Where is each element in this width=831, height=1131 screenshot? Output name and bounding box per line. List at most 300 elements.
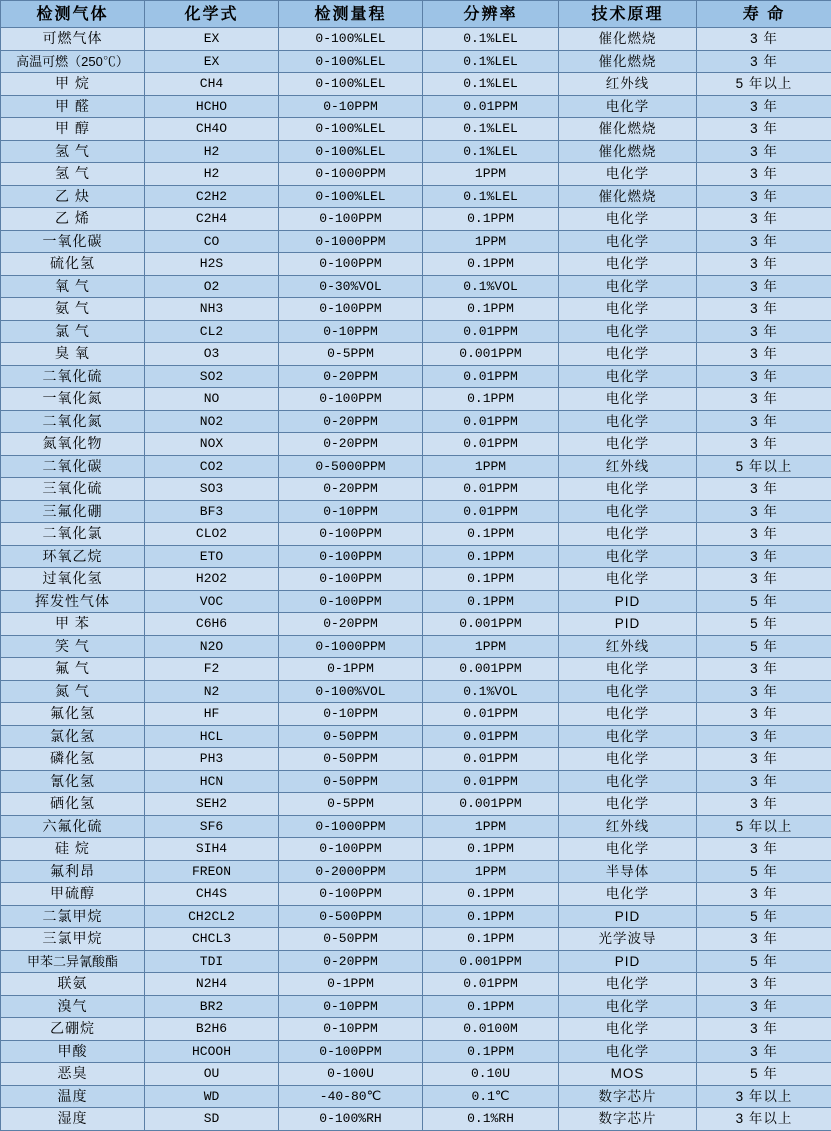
cell-range: 0-100PPM [279,298,423,321]
cell-resolution: 0.1%LEL [423,73,559,96]
cell-lifetime: 5 年以上 [697,73,831,96]
table-row [1,815,831,838]
cell-gas-name: 氧 气 [1,275,145,298]
cell-formula: VOC [145,590,279,613]
cell-lifetime: 3 年 [697,770,831,793]
cell-gas-name: 甲 醛 [1,95,145,118]
cell-range: 0-10PPM [279,995,423,1018]
table-row [1,973,831,996]
cell-range: 0-5000PPM [279,455,423,478]
cell-gas-name: 环氧乙烷 [1,545,145,568]
cell-principle: 红外线 [559,73,697,96]
cell-lifetime: 3 年 [697,1018,831,1041]
cell-principle: 光学波导 [559,928,697,951]
cell-range: 0-100%VOL [279,680,423,703]
cell-resolution: 0.1%LEL [423,118,559,141]
cell-formula: CHCL3 [145,928,279,951]
cell-formula: BF3 [145,500,279,523]
cell-gas-name: 臭 氧 [1,343,145,366]
table-row [1,1018,831,1041]
cell-principle: 半导体 [559,860,697,883]
cell-principle: 催化燃烧 [559,50,697,73]
cell-formula: SO3 [145,478,279,501]
cell-gas-name: 氨 气 [1,298,145,321]
cell-gas-name: 一氧化碳 [1,230,145,253]
cell-gas-name: 一氧化氮 [1,388,145,411]
cell-formula: SEH2 [145,793,279,816]
cell-gas-name: 三氧化硫 [1,478,145,501]
column-header-gas: 检测气体 [1,1,145,28]
cell-lifetime: 3 年 [697,500,831,523]
cell-lifetime: 3 年 [697,50,831,73]
cell-gas-name: 过氧化氢 [1,568,145,591]
cell-formula: BR2 [145,995,279,1018]
column-header-resolution: 分辨率 [423,1,559,28]
table-row [1,838,831,861]
table-row [1,208,831,231]
cell-gas-name: 高温可燃（250℃） [1,50,145,73]
cell-gas-name: 挥发性气体 [1,590,145,613]
cell-resolution: 1PPM [423,860,559,883]
cell-resolution: 0.1%RH [423,1108,559,1131]
cell-resolution: 0.01PPM [423,703,559,726]
cell-formula: N2O [145,635,279,658]
cell-range: 0-100PPM [279,253,423,276]
cell-gas-name: 乙 炔 [1,185,145,208]
cell-principle: 电化学 [559,320,697,343]
table-row [1,568,831,591]
cell-principle: 电化学 [559,1018,697,1041]
cell-range: 0-50PPM [279,748,423,771]
cell-range: 0-1000PPM [279,815,423,838]
cell-gas-name: 乙硼烷 [1,1018,145,1041]
table-row [1,163,831,186]
cell-formula: OU [145,1063,279,1086]
cell-lifetime: 5 年 [697,590,831,613]
cell-principle: 电化学 [559,680,697,703]
cell-resolution: 0.1PPM [423,545,559,568]
cell-resolution: 0.10U [423,1063,559,1086]
cell-formula: CH4O [145,118,279,141]
cell-resolution: 0.01PPM [423,320,559,343]
cell-resolution: 1PPM [423,230,559,253]
table-row [1,230,831,253]
cell-formula: C2H4 [145,208,279,231]
cell-resolution: 0.1PPM [423,253,559,276]
cell-lifetime: 3 年 [697,343,831,366]
cell-lifetime: 5 年 [697,613,831,636]
table-row [1,1108,831,1131]
cell-lifetime: 3 年 [697,838,831,861]
cell-lifetime: 3 年 [697,1040,831,1063]
cell-range: 0-100%LEL [279,185,423,208]
cell-principle: 电化学 [559,433,697,456]
cell-resolution: 0.01PPM [423,725,559,748]
cell-range: 0-20PPM [279,478,423,501]
cell-gas-name: 二氧化碳 [1,455,145,478]
table-row [1,635,831,658]
cell-gas-name: 甲 苯 [1,613,145,636]
cell-resolution: 0.001PPM [423,343,559,366]
cell-formula: NOX [145,433,279,456]
cell-resolution: 0.01PPM [423,433,559,456]
cell-resolution: 0.001PPM [423,613,559,636]
cell-lifetime: 3 年 [697,680,831,703]
cell-gas-name: 氯化氢 [1,725,145,748]
cell-formula: HCN [145,770,279,793]
table-row [1,500,831,523]
cell-gas-name: 氟 气 [1,658,145,681]
table-row [1,1085,831,1108]
column-header-principle: 技术原理 [559,1,697,28]
cell-resolution: 0.001PPM [423,793,559,816]
cell-range: 0-30%VOL [279,275,423,298]
cell-principle: 电化学 [559,298,697,321]
cell-gas-name: 联氨 [1,973,145,996]
table-row [1,995,831,1018]
cell-resolution: 0.01PPM [423,478,559,501]
table-row [1,478,831,501]
cell-gas-name: 氢 气 [1,163,145,186]
column-header-range: 检测量程 [279,1,423,28]
cell-lifetime: 3 年 [697,410,831,433]
cell-range: 0-10PPM [279,1018,423,1041]
table-row [1,343,831,366]
cell-principle: 催化燃烧 [559,28,697,51]
cell-resolution: 0.1PPM [423,928,559,951]
cell-range: 0-50PPM [279,770,423,793]
cell-gas-name: 氰化氢 [1,770,145,793]
cell-formula: N2 [145,680,279,703]
cell-lifetime: 3 年 [697,523,831,546]
cell-gas-name: 甲硫醇 [1,883,145,906]
cell-range: 0-1PPM [279,973,423,996]
cell-gas-name: 甲酸 [1,1040,145,1063]
cell-formula: FREON [145,860,279,883]
table-header [1,1,831,28]
cell-range: 0-100PPM [279,208,423,231]
cell-range: 0-10PPM [279,95,423,118]
table-row [1,523,831,546]
cell-resolution: 0.1PPM [423,523,559,546]
cell-lifetime: 5 年 [697,950,831,973]
table-row [1,793,831,816]
cell-principle: 电化学 [559,163,697,186]
cell-resolution: 1PPM [423,455,559,478]
column-header-formula: 化学式 [145,1,279,28]
table-row [1,140,831,163]
table-row [1,748,831,771]
cell-resolution: 0.1PPM [423,905,559,928]
cell-principle: 电化学 [559,725,697,748]
cell-gas-name: 氟化氢 [1,703,145,726]
cell-formula: HF [145,703,279,726]
cell-resolution: 1PPM [423,815,559,838]
cell-formula: H2S [145,253,279,276]
cell-formula: CL2 [145,320,279,343]
cell-gas-name: 乙 烯 [1,208,145,231]
cell-principle: 电化学 [559,838,697,861]
cell-range: 0-2000PPM [279,860,423,883]
cell-gas-name: 溴气 [1,995,145,1018]
table-row [1,545,831,568]
cell-formula: NO2 [145,410,279,433]
cell-lifetime: 5 年 [697,860,831,883]
cell-formula: C6H6 [145,613,279,636]
cell-principle: PID [559,590,697,613]
cell-lifetime: 3 年 [697,298,831,321]
cell-formula: SF6 [145,815,279,838]
cell-lifetime: 3 年 [697,185,831,208]
cell-formula: F2 [145,658,279,681]
cell-formula: N2H4 [145,973,279,996]
cell-gas-name: 硅 烷 [1,838,145,861]
cell-range: 0-10PPM [279,500,423,523]
cell-formula: EX [145,50,279,73]
cell-gas-name: 温度 [1,1085,145,1108]
cell-principle: 电化学 [559,658,697,681]
cell-range: 0-1000PPM [279,163,423,186]
cell-range: 0-100PPM [279,1040,423,1063]
table-row [1,320,831,343]
cell-principle: 电化学 [559,253,697,276]
cell-range: 0-50PPM [279,928,423,951]
cell-gas-name: 硫化氢 [1,253,145,276]
cell-range: 0-100PPM [279,883,423,906]
table-row [1,1040,831,1063]
cell-resolution: 1PPM [423,635,559,658]
cell-resolution: 0.1PPM [423,838,559,861]
cell-range: 0-20PPM [279,410,423,433]
table-row [1,928,831,951]
table-row [1,1063,831,1086]
cell-range: 0-100%LEL [279,140,423,163]
cell-lifetime: 3 年 [697,928,831,951]
cell-principle: 电化学 [559,365,697,388]
cell-lifetime: 5 年以上 [697,815,831,838]
cell-principle: 电化学 [559,410,697,433]
table-row [1,883,831,906]
cell-gas-name: 氢 气 [1,140,145,163]
cell-lifetime: 3 年 [697,140,831,163]
cell-resolution: 0.1PPM [423,1040,559,1063]
cell-formula: CO [145,230,279,253]
cell-formula: CO2 [145,455,279,478]
cell-gas-name: 氟利昂 [1,860,145,883]
cell-lifetime: 3 年以上 [697,1108,831,1131]
table-row [1,388,831,411]
cell-range: 0-1PPM [279,658,423,681]
cell-principle: 红外线 [559,815,697,838]
cell-formula: O2 [145,275,279,298]
cell-principle: 电化学 [559,230,697,253]
cell-resolution: 0.001PPM [423,950,559,973]
cell-lifetime: 5 年 [697,635,831,658]
cell-principle: 电化学 [559,500,697,523]
cell-range: 0-100%LEL [279,118,423,141]
table-row [1,455,831,478]
cell-formula: HCOOH [145,1040,279,1063]
cell-gas-name: 氯 气 [1,320,145,343]
cell-lifetime: 3 年 [697,883,831,906]
cell-range: 0-100PPM [279,545,423,568]
cell-resolution: 0.1PPM [423,590,559,613]
cell-range: 0-5PPM [279,793,423,816]
cell-principle: PID [559,950,697,973]
cell-resolution: 0.01PPM [423,748,559,771]
cell-gas-name: 氮氧化物 [1,433,145,456]
cell-lifetime: 3 年 [697,230,831,253]
cell-resolution: 0.1%LEL [423,28,559,51]
cell-principle: PID [559,905,697,928]
cell-principle: 催化燃烧 [559,118,697,141]
table-row [1,50,831,73]
cell-principle: 电化学 [559,275,697,298]
cell-formula: SD [145,1108,279,1131]
table-row [1,680,831,703]
cell-range: 0-100PPM [279,838,423,861]
cell-range: 0-100PPM [279,388,423,411]
cell-formula: CH2CL2 [145,905,279,928]
cell-lifetime: 3 年 [697,478,831,501]
cell-formula: O3 [145,343,279,366]
cell-principle: MOS [559,1063,697,1086]
cell-formula: ETO [145,545,279,568]
cell-range: 0-1000PPM [279,635,423,658]
cell-range: 0-100PPM [279,590,423,613]
cell-resolution: 0.01PPM [423,365,559,388]
table-row [1,905,831,928]
cell-principle: 电化学 [559,545,697,568]
cell-resolution: 0.1PPM [423,568,559,591]
cell-lifetime: 3 年 [697,793,831,816]
cell-lifetime: 3 年 [697,568,831,591]
table-row [1,590,831,613]
table-row [1,613,831,636]
cell-gas-name: 二氧化硫 [1,365,145,388]
cell-lifetime: 5 年 [697,1063,831,1086]
cell-range: 0-100%RH [279,1108,423,1131]
cell-gas-name: 甲苯二异氰酸酯 [1,950,145,973]
cell-lifetime: 3 年 [697,118,831,141]
cell-lifetime: 3 年 [697,658,831,681]
cell-range: 0-10PPM [279,703,423,726]
cell-principle: 红外线 [559,455,697,478]
table-row [1,433,831,456]
cell-lifetime: 3 年 [697,725,831,748]
cell-formula: CH4S [145,883,279,906]
cell-range: 0-20PPM [279,950,423,973]
cell-lifetime: 3 年 [697,253,831,276]
table-row [1,860,831,883]
table-row [1,185,831,208]
table-row [1,410,831,433]
cell-formula: WD [145,1085,279,1108]
cell-principle: 电化学 [559,478,697,501]
cell-range: 0-100%LEL [279,73,423,96]
cell-range: 0-100%LEL [279,28,423,51]
cell-resolution: 0.1PPM [423,388,559,411]
cell-resolution: 0.1PPM [423,208,559,231]
table-row [1,950,831,973]
table-row [1,95,831,118]
cell-resolution: 0.1%LEL [423,185,559,208]
table-row [1,118,831,141]
cell-gas-name: 可燃气体 [1,28,145,51]
cell-principle: 电化学 [559,1040,697,1063]
cell-gas-name: 二氧化氮 [1,410,145,433]
cell-gas-name: 二氧化氯 [1,523,145,546]
cell-gas-name: 氮 气 [1,680,145,703]
cell-lifetime: 3 年 [697,320,831,343]
cell-principle: 数字芯片 [559,1108,697,1131]
cell-formula: B2H6 [145,1018,279,1041]
cell-lifetime: 3 年 [697,748,831,771]
cell-principle: 电化学 [559,388,697,411]
cell-lifetime: 3 年 [697,995,831,1018]
table-body [1,28,831,1131]
cell-resolution: 1PPM [423,163,559,186]
cell-range: 0-20PPM [279,613,423,636]
table-row [1,73,831,96]
table-row [1,28,831,51]
cell-principle: 电化学 [559,568,697,591]
cell-gas-name: 笑 气 [1,635,145,658]
cell-formula: EX [145,28,279,51]
cell-formula: SO2 [145,365,279,388]
cell-principle: 数字芯片 [559,1085,697,1108]
cell-lifetime: 5 年以上 [697,455,831,478]
cell-formula: HCHO [145,95,279,118]
cell-range: 0-5PPM [279,343,423,366]
cell-lifetime: 3 年 [697,388,831,411]
table-row [1,365,831,388]
cell-formula: NO [145,388,279,411]
cell-resolution: 0.01PPM [423,770,559,793]
cell-formula: H2 [145,163,279,186]
cell-principle: 催化燃烧 [559,185,697,208]
cell-resolution: 0.1%LEL [423,50,559,73]
cell-gas-name: 磷化氢 [1,748,145,771]
cell-lifetime: 3 年以上 [697,1085,831,1108]
cell-principle: 电化学 [559,95,697,118]
cell-lifetime: 3 年 [697,703,831,726]
cell-resolution: 0.01PPM [423,500,559,523]
cell-lifetime: 3 年 [697,973,831,996]
cell-gas-name: 三氯甲烷 [1,928,145,951]
cell-resolution: 0.1PPM [423,298,559,321]
table-row [1,725,831,748]
cell-principle: 电化学 [559,883,697,906]
cell-principle: 电化学 [559,995,697,1018]
table-row [1,275,831,298]
cell-range: 0-1000PPM [279,230,423,253]
table-row [1,253,831,276]
cell-gas-name: 甲 烷 [1,73,145,96]
cell-range: 0-100U [279,1063,423,1086]
cell-gas-name: 硒化氢 [1,793,145,816]
cell-lifetime: 3 年 [697,163,831,186]
cell-gas-name: 三氟化硼 [1,500,145,523]
cell-formula: CH4 [145,73,279,96]
cell-resolution: 0.01PPM [423,973,559,996]
cell-principle: 电化学 [559,973,697,996]
cell-gas-name: 二氯甲烷 [1,905,145,928]
cell-principle: 催化燃烧 [559,140,697,163]
cell-lifetime: 3 年 [697,95,831,118]
table-row [1,770,831,793]
cell-range: 0-10PPM [279,320,423,343]
